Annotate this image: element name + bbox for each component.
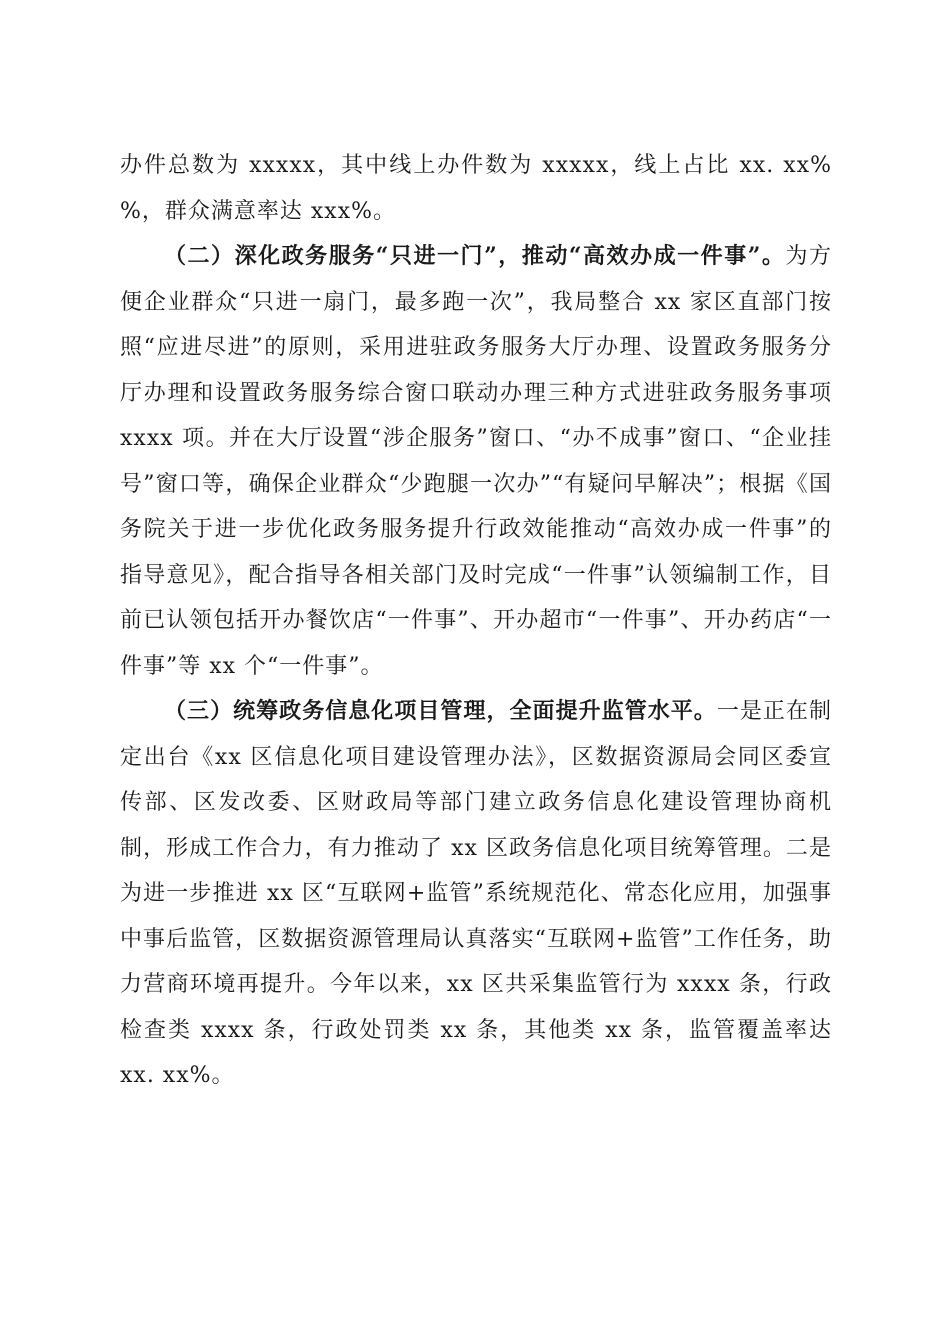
- section-heading: （三）统筹政务信息化项目管理，全面提升监管水平。: [164, 698, 717, 724]
- paragraph-text: 为方便企业群众“只进一扇门，最多跑一次”，我局整合 xx 家区直部门按照“应进尽进”的原则，采用进驻政务服务大厅办理、设置政务服务分厅办理和设置政务服务综合窗口联动办理三种方式进驻政务服务事项 xxxx 项。并在大厅设置“涉企服务”窗口、“办不成事”窗口、“企业挂号”窗口等，确保企业群众“少跑腿一次办”“有疑问早解决”；根据《国务院关于进一步优化政务服务提升行政效能推动“高效办成一件事”的指导意见》，配合指导各相关部门及时完成“一件事”认领编制工作，目前已认领包括开办餐饮店“一件事”、开办超市“一件事”、开办药店“一件事”等 xx 个“一件事”。: [120, 244, 832, 679]
- paragraph-text: 一是正在制定出台《xx 区信息化项目建设管理办法》，区数据资源局会同区委宣传部、区发改委、区财政局等部门建立政务信息化建设管理协商机制，形成工作合力，有力推动了 xx 区政务信息化项目统筹管理。二是为进一步推进 xx 区“互联网+监管”系统规范化、常态化应用，加强事中事后监管，区数据资源管理局认真落实“互联网+监管”工作任务，助力营商环境再提升。今年以来，xx 区共采集监管行为 xxxx 条，行政检查类 xxxx 条，行政处罚类 xx 条，其他类 xx 条，监管覆盖率达 xx. xx%。: [120, 699, 832, 1088]
- section-heading: （二）深化政务服务“只进一门”，推动“高效办成一件事”。: [164, 243, 786, 269]
- paragraph-continuation: [120, 143, 832, 234]
- paragraph-section-3: [120, 689, 832, 1099]
- paragraph-text: 办件总数为 xxxxx，其中线上办件数为 xxxxx，线上占比 xx. xx% %，群众满意率达 xxx%。: [120, 153, 832, 224]
- paragraph-section-2: [120, 234, 832, 689]
- document-body: [120, 143, 832, 1099]
